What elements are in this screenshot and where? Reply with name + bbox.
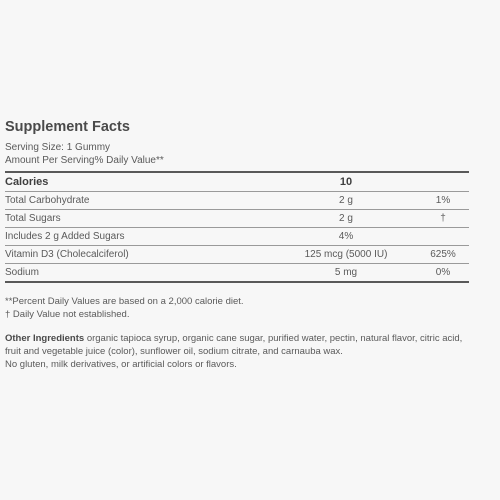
panel-title: Supplement Facts [5, 119, 130, 135]
calories-label: Calories [5, 176, 49, 188]
nutrient-amount: 2 g [339, 213, 353, 224]
nutrient-row [5, 192, 469, 210]
allergen-note: No gluten, milk derivatives, or artificial colors or flavors. [5, 359, 237, 370]
nutrient-amount: 5 mg [334, 267, 358, 278]
ingredients-paragraph [5, 332, 469, 358]
nutrient-dv: 0% [435, 267, 451, 278]
nutrient-label: Sodium [5, 267, 39, 278]
nutrient-label: Total Carbohydrate [5, 195, 90, 206]
serving-size: Serving Size: 1 Gummy [5, 142, 111, 153]
nutrient-row [5, 228, 469, 246]
footnote-daily-value: **Percent Daily Values are based on a 2,000 calorie diet. [5, 296, 244, 307]
footnotes [5, 295, 469, 321]
nutrient-amount: 4% [338, 231, 354, 242]
supplement-facts-panel [5, 118, 469, 371]
nutrient-row [5, 246, 469, 264]
other-ingredients [5, 332, 469, 371]
nutrient-label: Total Sugars [5, 213, 61, 224]
nutrient-label: Vitamin D3 (Cholecalciferol) [5, 249, 129, 260]
calories-row [5, 173, 469, 192]
nutrient-dv: 1% [435, 195, 451, 206]
nutrient-row [5, 264, 469, 283]
nutrient-dv: 625% [430, 249, 456, 260]
nutrient-amount: 2 g [339, 195, 353, 206]
nutrient-row [5, 210, 469, 228]
nutrient-dv: † [440, 213, 446, 224]
nutrient-label: Includes 2 g Added Sugars [5, 231, 125, 242]
footnote-not-established: † Daily Value not established. [5, 309, 130, 320]
calories-amount: 10 [339, 176, 353, 188]
ingredients-heading: Other Ingredients [5, 333, 85, 344]
nutrient-amount: 125 mcg (5000 IU) [304, 249, 388, 260]
ingredients-text: organic tapioca syrup, organic cane sugar, purified water, pectin, natural flavor, citric acid, fruit and vegetable juice (color), sunflower oil, sodium citrate, and carnauba wax. [5, 333, 463, 357]
amount-per-serving-header: Amount Per Serving% Daily Value** [5, 155, 164, 166]
